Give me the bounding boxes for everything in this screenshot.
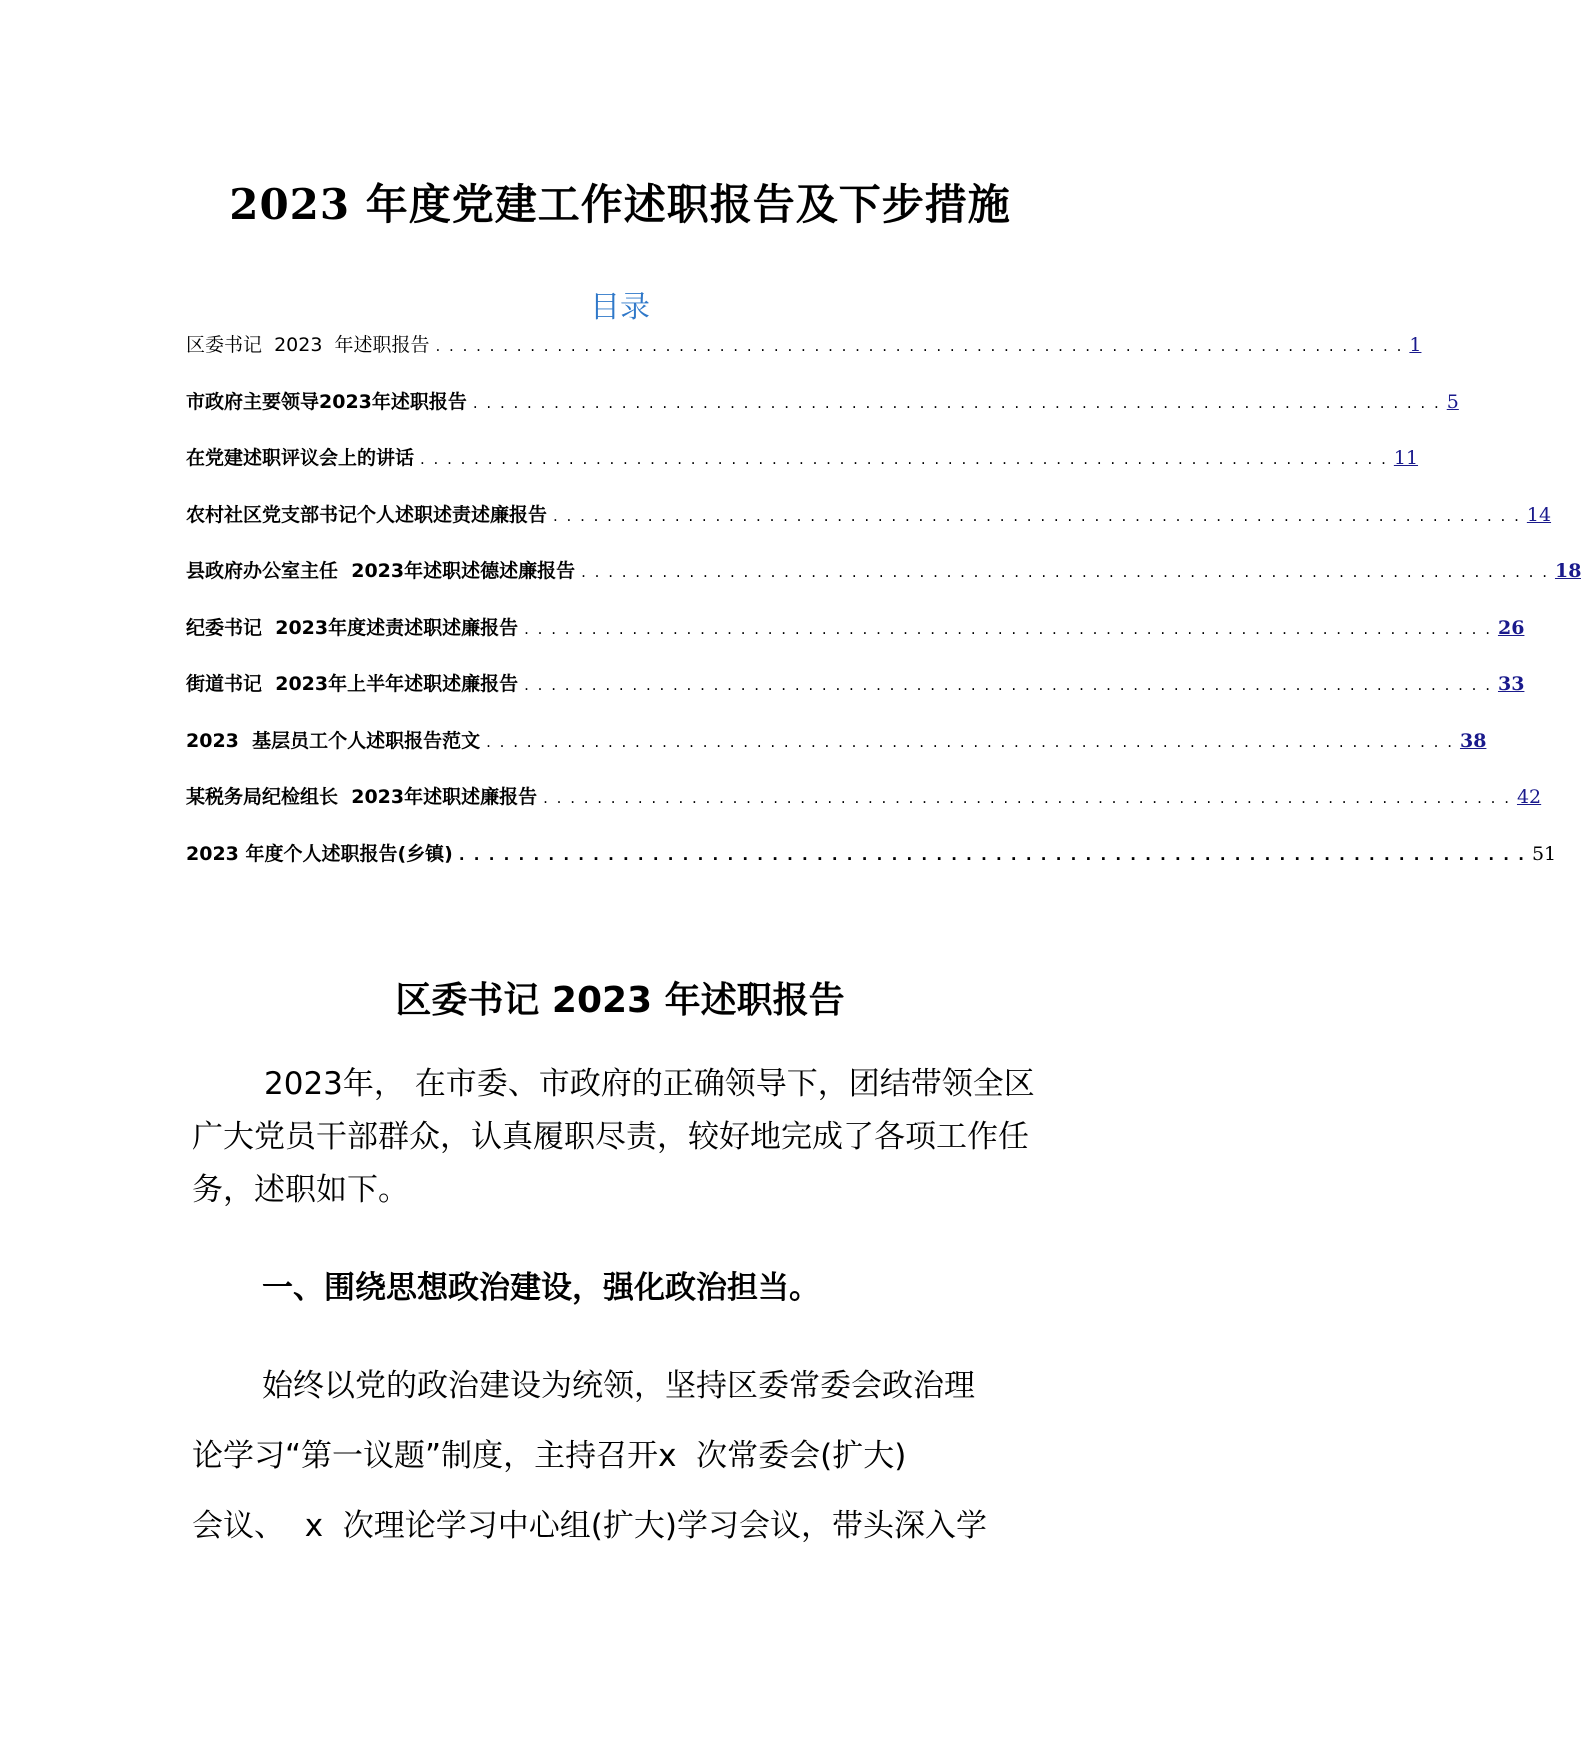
- toc-leader-dots: . . . . . . . . . . . . . . . . . . . . . . . . . . . . . . . . . . . . . . . . . . . . . . . . . . . . . . . . . . . . . . . . . . . . . . . .: [472, 393, 1441, 412]
- toc-entry-label: 某税务局纪检组长 2023年述职述廉报告: [186, 786, 538, 808]
- toc-entry-label: 市政府主要领导2023年述职报告: [186, 390, 467, 413]
- toc-entry[interactable]: [186, 782, 1542, 839]
- body-line: 始终以党的政治建设为统领，坚持区委常委会政治理: [262, 1368, 975, 1404]
- toc-entry[interactable]: [186, 500, 1552, 557]
- toc-entry-label: 2023 年度个人述职报告(乡镇): [186, 842, 453, 865]
- toc-leader-dots: . . . . . . . . . . . . . . . . . . . . . . . . . . . . . . . . . . . . . . . . . . . . . . . . . . . . . . . . . . . . . . . . . . . . . . . .: [420, 450, 1388, 468]
- toc-entry-label: 2023 基层员工个人述职报告范文: [186, 729, 481, 752]
- toc-page-link[interactable]: 14: [1526, 503, 1552, 526]
- toc-leader-dots: . . . . . . . . . . . . . . . . . . . . . . . . . . . . . . . . . . . . . . . . . . . . . . . . . . . . . . . . . . . . . . . . . . . . . . . .: [486, 732, 1454, 751]
- toc-page-link[interactable]: 33: [1497, 673, 1525, 695]
- toc-page-link[interactable]: 5: [1446, 390, 1459, 413]
- toc-leader-dots: . . . . . . . . . . . . . . . . . . . . . . . . . . . . . . . . . . . . . . . . . . . . . . . . . . . . . . . . . . . . . . . . . . . . . . . .: [524, 676, 1492, 694]
- toc-entry[interactable]: [186, 613, 1525, 670]
- body-line: 论学习“第一议题”制度，主持召开x 次常委会(扩大): [192, 1438, 907, 1474]
- toc-entry[interactable]: [186, 726, 1487, 783]
- toc-entry[interactable]: [186, 669, 1525, 726]
- toc-leader-dots: . . . . . . . . . . . . . . . . . . . . . . . . . . . . . . . . . . . . . . . . . . . . . . . . . . . . . . . . . . . . . . . . . . . . . . . .: [543, 789, 1511, 807]
- body-line: 会议、 x 次理论学习中心组(扩大)学习会议，带头深入学: [192, 1508, 987, 1544]
- section-heading: 一、围绕思想政治建设，强化政治担当。: [262, 1270, 820, 1306]
- toc-page-link[interactable]: 18: [1554, 560, 1581, 582]
- toc-page-number[interactable]: 51: [1531, 842, 1557, 865]
- toc-entry-label: 县政府办公室主任 2023年述职述德述廉报告: [186, 560, 576, 582]
- toc-entry-label: 纪委书记 2023年度述责述职述廉报告: [186, 616, 519, 639]
- toc-entry[interactable]: [186, 330, 1422, 387]
- document-title: 2023 年度党建工作述职报告及下步措施: [229, 180, 1011, 229]
- toc-entry[interactable]: [186, 839, 1557, 896]
- toc-entry[interactable]: [186, 556, 1581, 613]
- toc-leader-dots: . . . . . . . . . . . . . . . . . . . . . . . . . . . . . . . . . . . . . . . . . . . . . . . . . . . . . . . . . . . . . . . . . . . . . . . .: [524, 619, 1492, 638]
- toc-leader-dots: . . . . . . . . . . . . . . . . . . . . . . . . . . . . . . . . . . . . . . . . . . . . . . . . . . . . . . . . . . . . . . . . . . . . . . . .: [581, 563, 1549, 581]
- toc-entry[interactable]: [186, 387, 1459, 444]
- section-title: 区委书记 2023 年述职报告: [395, 980, 845, 1021]
- toc-entry-label: 街道书记 2023年上半年述职述廉报告: [186, 673, 519, 695]
- toc-page-link[interactable]: 42: [1516, 786, 1542, 808]
- toc-page-link[interactable]: 38: [1459, 729, 1487, 752]
- toc-entry-label: 农村社区党支部书记个人述职述责述廉报告: [186, 503, 548, 526]
- toc-leader-dots: . . . . . . . . . . . . . . . . . . . . . . . . . . . . . . . . . . . . . . . . . . . . . . . . . . . . . . . . . . . . . . . . . . . . . . . .: [458, 845, 1526, 864]
- toc-page-link[interactable]: 1: [1409, 334, 1422, 356]
- toc-entry-label: 在党建述职评议会上的讲话: [186, 447, 415, 469]
- toc-leader-dots: . . . . . . . . . . . . . . . . . . . . . . . . . . . . . . . . . . . . . . . . . . . . . . . . . . . . . . . . . . . . . . . . . . . . . . . .: [435, 337, 1404, 355]
- toc-page-link[interactable]: 11: [1393, 447, 1419, 469]
- toc-leader-dots: . . . . . . . . . . . . . . . . . . . . . . . . . . . . . . . . . . . . . . . . . . . . . . . . . . . . . . . . . . . . . . . . . . . . . . . .: [553, 506, 1521, 525]
- toc-entry[interactable]: [186, 443, 1419, 500]
- toc-entry-label: 区委书记 2023 年述职报告: [186, 334, 430, 356]
- toc-heading: 目录: [590, 290, 650, 325]
- intro-paragraph: 2023年， 在市委、市政府的正确领导下，团结带领全区广大党员干部群众，认真履职尽责，较好地完成了各项工作任务，述职如下。: [192, 1066, 1035, 1208]
- toc-page-link[interactable]: 26: [1497, 616, 1525, 639]
- table-of-contents: [186, 330, 1581, 895]
